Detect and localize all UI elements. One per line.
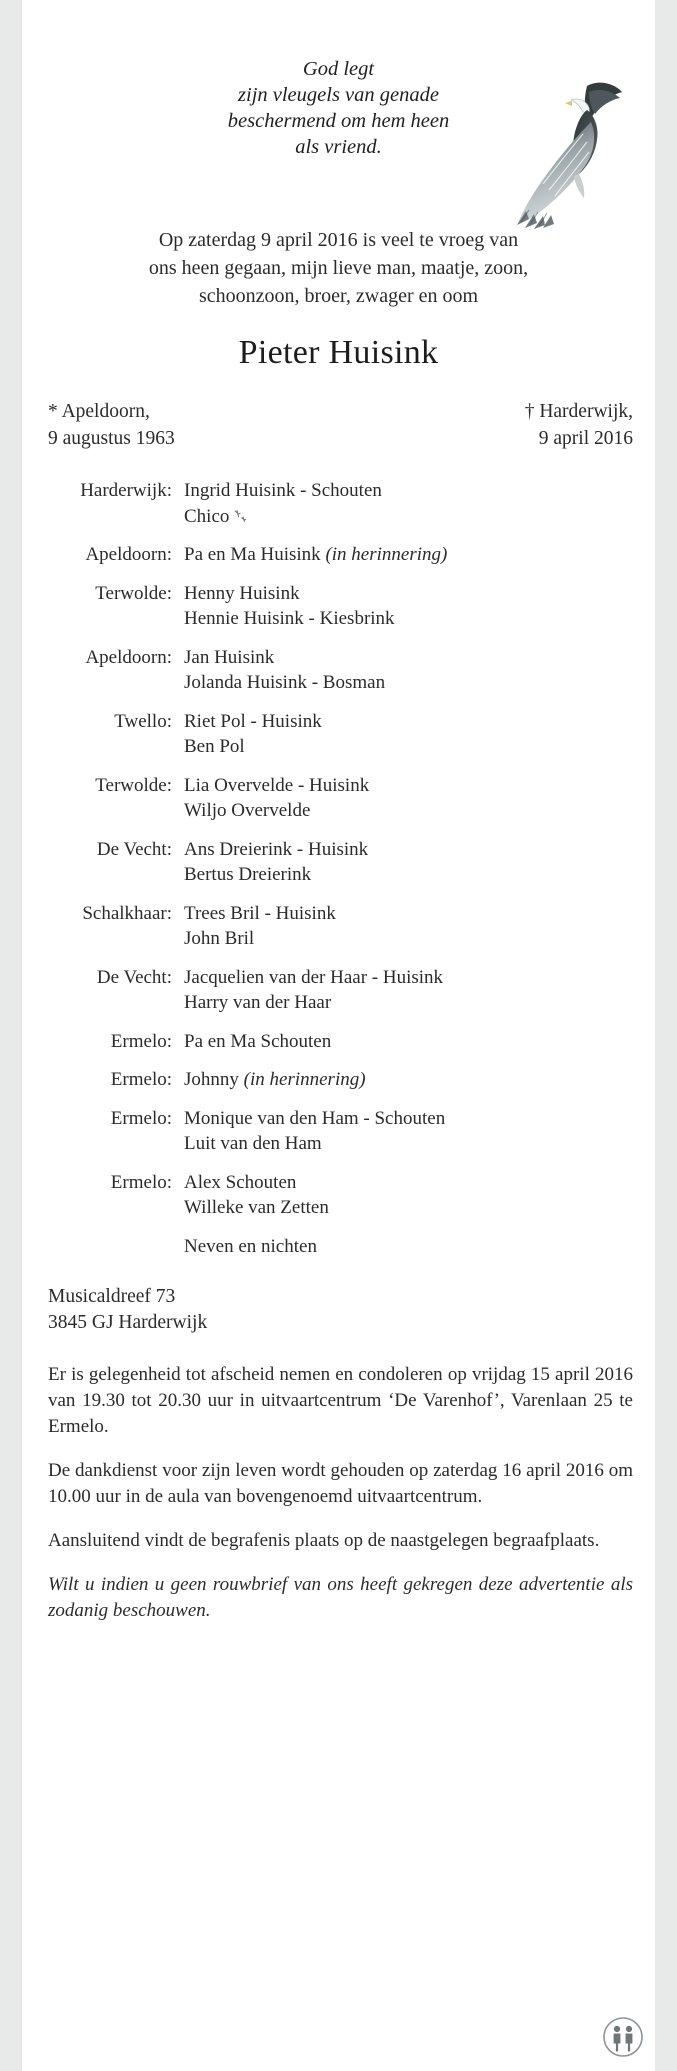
death-symbol: †	[524, 401, 535, 422]
family-name-text: Harry van der Haar	[184, 992, 332, 1013]
family-place: Twello:	[114, 710, 172, 732]
disclaimer-paragraph: Wilt u indien u geen rouwbrief van ons heeft gekregen deze advertentie als zodanig beschouwen.	[48, 1574, 633, 1621]
family-name-text: Pa en Ma Schouten	[184, 1030, 332, 1052]
family-name-text: Wiljo Overvelde	[184, 800, 311, 821]
family-name-line	[184, 645, 641, 671]
family-place: Ermelo:	[110, 1171, 172, 1193]
family-row	[36, 837, 641, 888]
family-name-line	[184, 1106, 641, 1132]
family-name-line	[184, 709, 641, 735]
family-name-text: Jacquelien van der Haar - Huisink	[184, 966, 444, 988]
family-names	[184, 965, 641, 1016]
birth-date: 9 augustus 1963	[48, 428, 175, 449]
family-row	[36, 1067, 641, 1093]
family-row	[36, 709, 641, 760]
family-name-text: Chico	[184, 505, 230, 527]
family-names	[184, 1234, 641, 1260]
family-name-line	[184, 1067, 641, 1093]
verse-line: beschermend om hem heen	[227, 110, 450, 132]
family-row	[36, 773, 641, 824]
paw-print-icon	[233, 508, 249, 524]
family-place: Ermelo:	[110, 1107, 172, 1129]
family-row	[36, 645, 641, 696]
verse-line: zijn vleugels van genade	[238, 84, 439, 106]
family-name-text: Luit van den Ham	[184, 1133, 322, 1154]
family-name-text: Ben Pol	[184, 736, 245, 757]
intro-line: Op zaterdag 9 april 2016 is veel te vroeg van	[158, 229, 519, 251]
family-row	[36, 1029, 641, 1055]
family-name-line	[184, 670, 641, 696]
family-place: Terwolde:	[95, 774, 172, 796]
family-place: Apeldoorn:	[85, 544, 172, 565]
family-name-line	[184, 862, 641, 888]
family-name-line	[184, 606, 641, 632]
family-name-text: Bertus Dreierink	[184, 864, 312, 885]
family-name-line	[184, 581, 641, 607]
burial-paragraph: Aansluitend vindt de begrafenis plaats op de naastgelegen begraafplaats.	[48, 1530, 600, 1551]
verse-line: God legt	[302, 58, 375, 80]
family-names	[184, 709, 641, 760]
birth-symbol: *	[48, 401, 58, 422]
birth-place-line	[48, 398, 175, 425]
family-name-text: Ans Dreierink - Huisink	[184, 838, 369, 860]
address-street: Musicaldreef 73	[48, 1286, 176, 1307]
family-name-text: John Bril	[184, 928, 255, 949]
family-names	[184, 773, 641, 824]
intro-line: schoonzoon, broer, zwager en oom	[198, 285, 479, 307]
birth-place: Apeldoorn,	[61, 401, 150, 422]
family-name-text: Jolanda Huisink - Bosman	[184, 672, 386, 693]
family-place: Ermelo:	[110, 1030, 172, 1052]
family-names	[184, 1170, 641, 1221]
family-row	[36, 1234, 641, 1260]
family-place: Schalkhaar:	[82, 902, 172, 924]
family-name-line	[184, 773, 641, 799]
family-name-text: Trees Bril - Huisink	[184, 902, 336, 924]
family-name-line	[184, 1029, 641, 1055]
family-row	[36, 901, 641, 952]
page-gutter-left	[0, 0, 22, 2071]
birth-death-row	[36, 374, 641, 452]
family-place: Apeldoorn:	[85, 646, 172, 668]
family-name-text: Henny Huisink	[184, 582, 300, 604]
funeral-director-logo	[603, 2017, 643, 2057]
family-row	[36, 1170, 641, 1221]
intro-block	[36, 160, 641, 310]
address-block	[36, 1272, 641, 1336]
family-name-line	[184, 990, 641, 1016]
family-place: Terwolde:	[95, 582, 172, 604]
family-name-line	[184, 478, 641, 504]
death-place: Harderwijk,	[539, 401, 633, 422]
family-place: Ermelo:	[110, 1069, 172, 1090]
page-gutter-right	[655, 0, 677, 2071]
family-name-text: Monique van den Ham - Schouten	[184, 1107, 446, 1129]
family-names	[184, 645, 641, 696]
birth-block	[36, 398, 175, 452]
announcement-sheet	[22, 0, 655, 2071]
family-name-text: Lia Overvelde - Huisink	[184, 774, 370, 796]
family-row	[36, 1106, 641, 1157]
deceased-name: Pieter Huisink	[238, 334, 439, 371]
in-memoriam-note: (in herinnering)	[325, 544, 448, 565]
family-name-line	[184, 504, 641, 530]
family-names	[184, 837, 641, 888]
family-name-line	[184, 965, 641, 991]
address-city: 3845 GJ Harderwijk	[48, 1312, 208, 1333]
death-block	[525, 398, 641, 452]
death-date: 9 april 2016	[538, 428, 633, 449]
intro-line: ons heen gegaan, mijn lieve man, maatje, zoon,	[148, 257, 529, 279]
family-row	[36, 965, 641, 1016]
verse-block	[36, 0, 641, 160]
family-name-line	[184, 1170, 641, 1196]
family-name-line	[184, 798, 641, 824]
family-names	[184, 1029, 641, 1055]
family-name-text: Alex Schouten	[184, 1171, 297, 1193]
family-names	[184, 1067, 641, 1093]
family-name-line	[184, 837, 641, 863]
family-name-text: Jan Huisink	[184, 646, 275, 668]
family-name-line	[184, 1131, 641, 1157]
in-memoriam-note: (in herinnering)	[243, 1069, 366, 1090]
family-names	[184, 581, 641, 632]
family-name-text: Pa en Ma Huisink	[184, 544, 321, 565]
family-place: Harderwijk:	[80, 480, 172, 501]
family-name-text: Ingrid Huisink - Schouten	[184, 480, 382, 501]
closing-block	[36, 1336, 641, 1624]
family-name-text: Riet Pol - Huisink	[184, 710, 322, 732]
family-name-text: Willeke van Zetten	[184, 1197, 329, 1218]
family-place: De Vecht:	[96, 966, 172, 988]
family-name-line	[184, 901, 641, 927]
family-row	[36, 542, 641, 568]
family-name-text: Hennie Huisink - Kiesbrink	[184, 608, 395, 629]
family-name-text: Johnny	[184, 1069, 239, 1090]
family-name-line	[184, 542, 641, 568]
family-names	[184, 1106, 641, 1157]
family-row	[36, 581, 641, 632]
family-row	[36, 478, 641, 529]
condolence-paragraph: Er is gelegenheid tot afscheid nemen en condoleren op vrijdag 15 april 2016 van 19.30 tot 20.30 uur in uitvaartcentrum ‘De Varenhof’, Varenlaan 25 te Ermelo.	[48, 1364, 633, 1437]
family-names	[184, 901, 641, 952]
family-name-line	[184, 926, 641, 952]
family-place: De Vecht:	[96, 838, 172, 860]
family-names	[184, 542, 641, 568]
family-name-line	[184, 1234, 641, 1260]
family-list	[36, 452, 641, 1259]
family-name-line	[184, 1195, 641, 1221]
family-names	[184, 478, 641, 529]
death-place-line	[525, 398, 633, 425]
service-paragraph: De dankdienst voor zijn leven wordt gehouden op zaterdag 16 april 2016 om 10.00 uur in de aula van bovengenoemd uitvaartcentrum.	[48, 1460, 633, 1507]
family-name-text: Neven en nichten	[184, 1235, 317, 1257]
verse-line: als vriend.	[295, 136, 382, 158]
family-name-line	[184, 734, 641, 760]
